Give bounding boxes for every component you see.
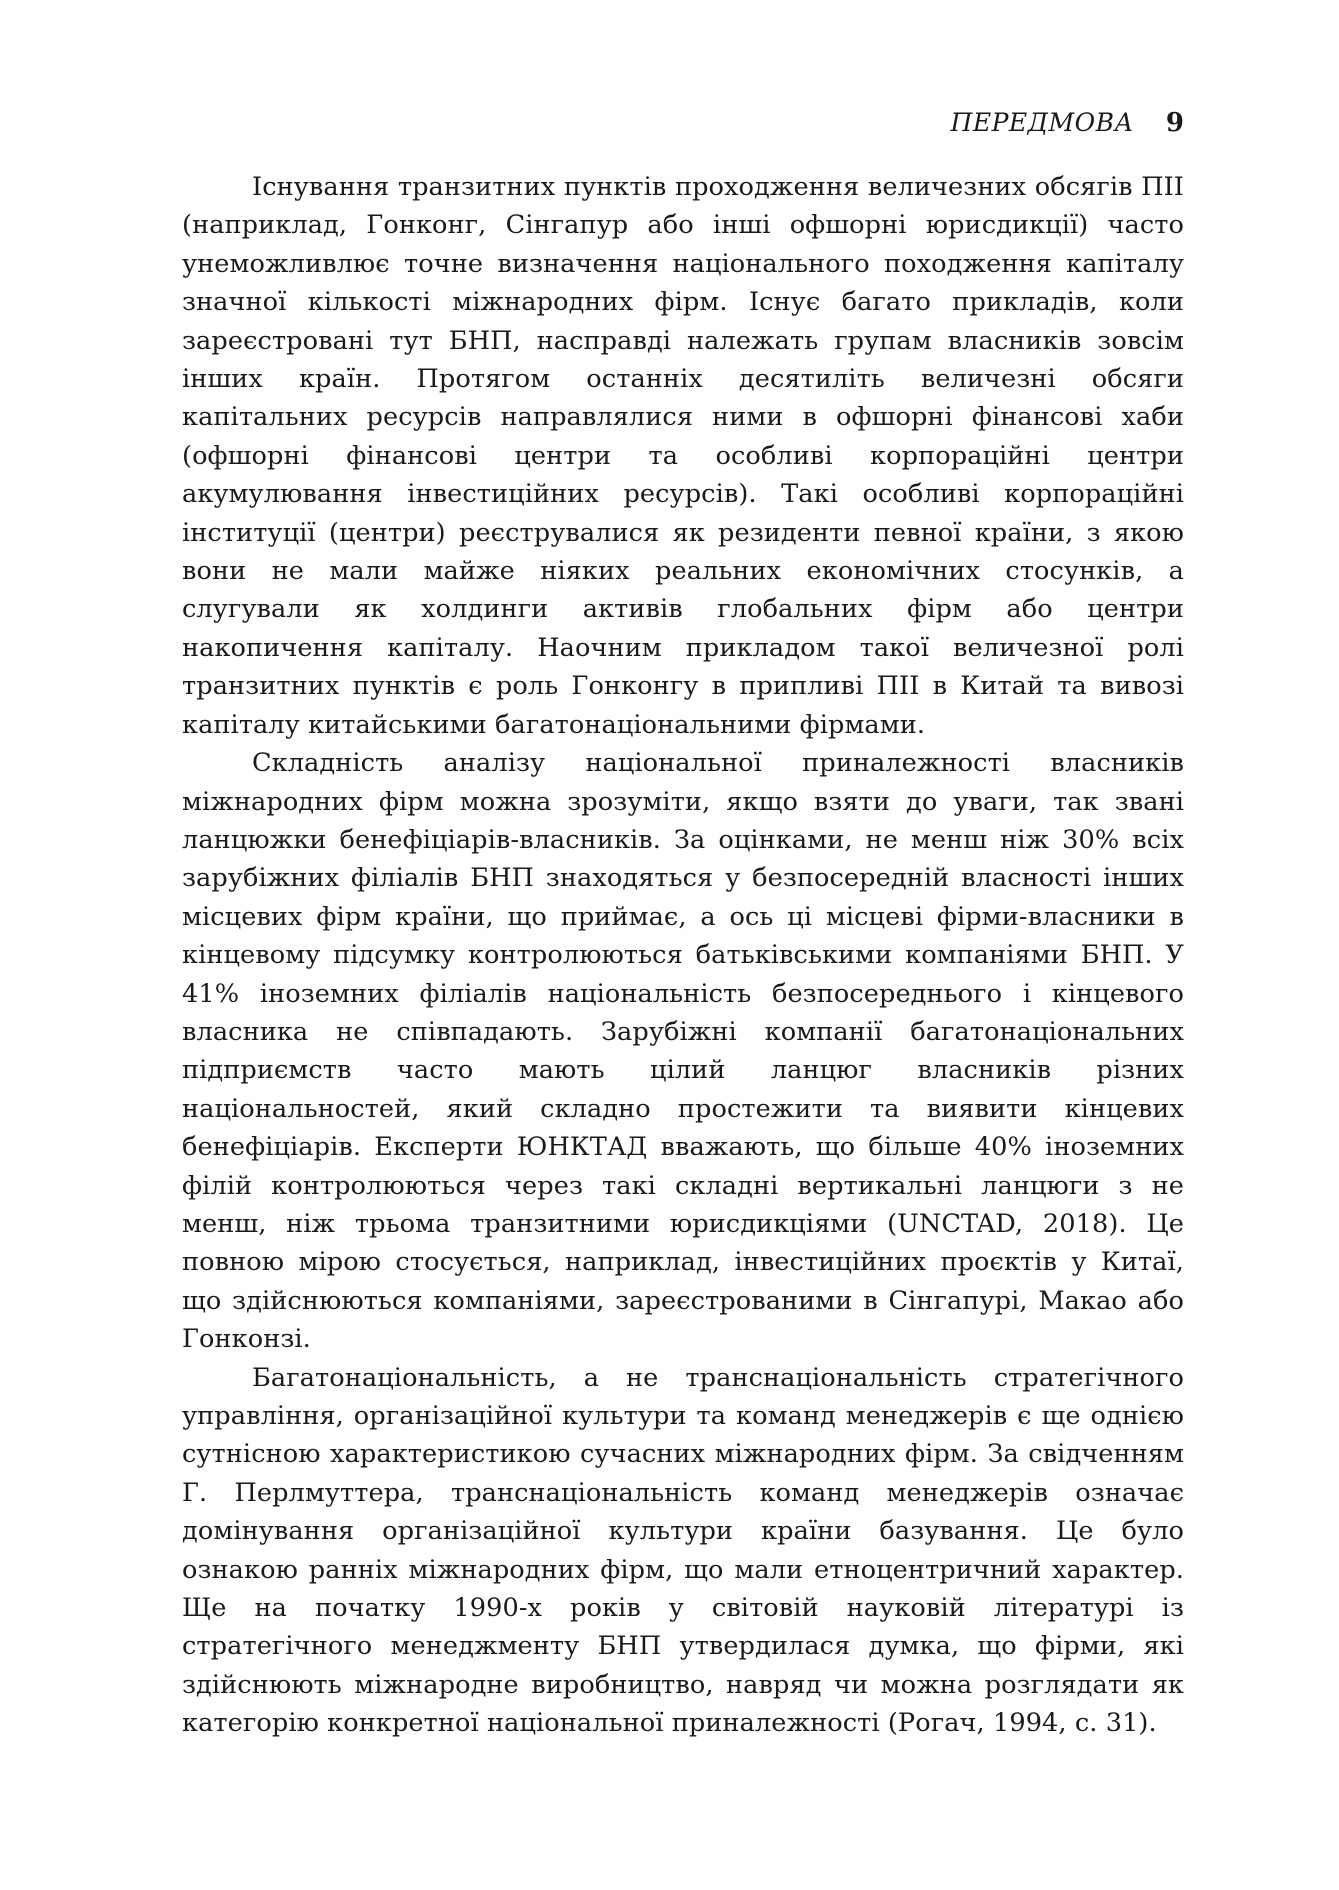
paragraph-beneficiary-chains: Складність аналізу національної приналежності власників міжнародних фірм можна зрозуміти, якщо взяти до уваги, так звані ланцюжки бенефіціарів-власників. За оцінками, не менш ніж 30% всіх зарубіжних філіалів БНП знаходяться у безпосередній власності інших місцевих фірм країни, що приймає, а ось ці місцеві фірми-власники в кінцевому підсумку контролюються батьківськими компаніями БНП. У 41% іноземних філіалів національність безпосереднього і кінцевого власника не співпадають. Зарубіжні компанії багатонаціональних підприємств часто мають цілий ланцюг власників різних національностей, який складно простежити та виявити кінцевих бенефіціарів. Експерти ЮНКТАД вважають, що більше 40% іноземних філій контролюються через такі складні вертикальні ланцюги з не менш, ніж трьома транзитними юрисдикціями (UNCTAD, 2018). Це повною мірою стосується, наприклад, інвестиційних проєктів у Китаї, що здійснюються компаніями, зареєстрованими в Сінгапурі, Макао або Гонконзі. (182, 748, 1184, 1355)
paragraph-multinationality: Багатонаціональність, а не транснаціональність стратегічного управління, організаційної культури та команд менеджерів є ще однією сутнісною характеристикою сучасних міжнародних фірм. За свідченням Г. Перлмуттера, транснаціональність команд менеджерів означає домінування організаційної культури країни базування. Це було ознакою ранніх міжнародних фірм, що мали етноцентричний характер. Ще на початку 1990-х років у світовій науковій літературі із стратегічного менеджменту БНП утвердилася думка, що фірми, які здійснюють міжнародне виробництво, навряд чи можна розглядати як категорію конкретної національної приналежності (Рогач, 1994, с. 31). (182, 1362, 1184, 1739)
page-body (182, 168, 1184, 1743)
page-number: 9 (1165, 108, 1184, 138)
running-header (951, 108, 1184, 138)
paragraph-transit-points: Існування транзитних пунктів проходження величезних обсягів ПІІ (наприклад, Гонконг, Сінгапур або інші офшорні юрисдикції) часто унеможливлює точне визначення національного походження капіталу значної кількості міжнародних фірм. Існує багато прикладів, коли зареєстровані тут БНП, насправді належать групам власників зовсім інших країн. Протягом останніх десятиліть величезні обсяги капітальних ресурсів направлялися ними в офшорні фінансові хаби (офшорні фінансові центри та особливі корпораційні центри акумулювання інвестиційних ресурсів). Такі особливі корпораційні інституції (центри) реєструвалися як резиденти певної країни, з якою вони не мали майже ніяких реальних економічних стосунків, а слугували як холдинги активів глобальних фірм або центри накопичення капіталу. Наочним прикладом такої величезної ролі транзитних пунктів є роль Гонконгу в припливі ПІІ в Китай та вивозі капіталу китайськими багатонаціональними фірмами. (182, 172, 1184, 740)
section-title: ПЕРЕДМОВА (950, 108, 1134, 137)
